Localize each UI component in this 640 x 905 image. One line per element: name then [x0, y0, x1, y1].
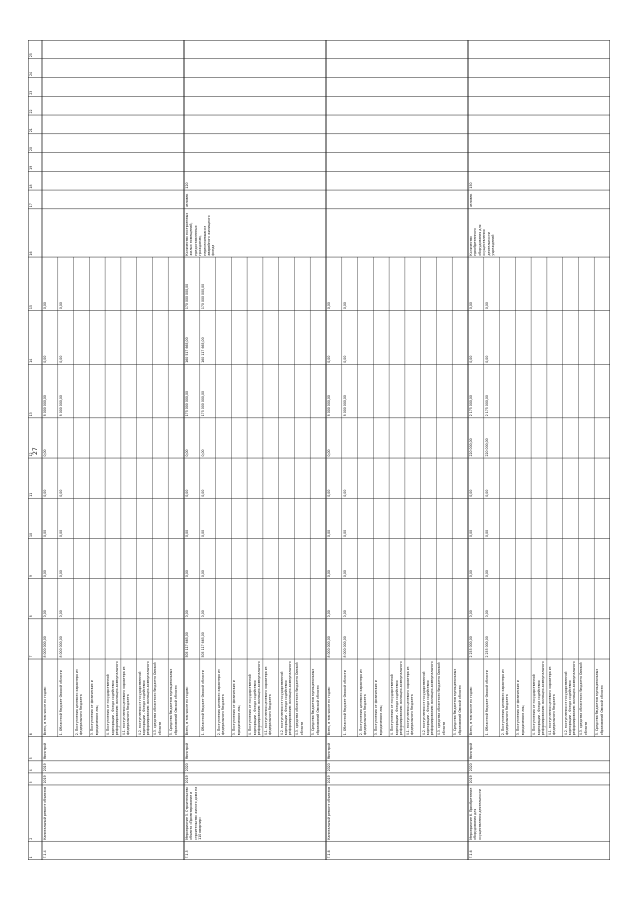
amount-value: 8 000 000,00 — [342, 636, 347, 658]
funding-source: 4.3. средства областного бюджета Омской области — [153, 661, 162, 736]
amount-value: 0,00 — [327, 355, 331, 363]
target-value — [185, 98, 199, 114]
amount-value: 8 000 000,00 — [342, 395, 347, 417]
funding-source: 5. Средства бюджетов муниципальных образований Омской области — [169, 667, 178, 736]
executor: Минстрой — [43, 742, 47, 760]
column-number: 18 — [29, 184, 33, 189]
year-start: 2019 — [469, 775, 473, 784]
executor: Минстрой — [469, 742, 473, 760]
column-number: 20 — [29, 147, 33, 152]
funding-source: 5. Средства бюджетов муниципальных образований Омской области — [311, 667, 320, 736]
funding-source: 4.1. поступления целевого характера из федерального бюджета — [121, 665, 131, 736]
funding-source: 4.3. средства областного бюджета Омской области — [579, 661, 588, 736]
target-value — [469, 98, 483, 114]
amount-value: 505 117 665,00 — [200, 632, 205, 658]
amount-value: 2 175 000,00 — [469, 395, 473, 417]
row-name: Мероприятие 5. Строительство объекта «Проектирование и строительство жилого дома на 110 квартир» — [185, 786, 203, 840]
target-indicator: Количество приобретенного оборудования для осуществления деятельности учреждений — [469, 223, 496, 256]
target-value — [469, 79, 483, 95]
amount-value: 0,00 — [469, 570, 473, 578]
amount-value: 0,00 — [469, 529, 473, 537]
row-code: 7.1.6 — [327, 850, 331, 859]
amount-value: 0,00 — [58, 302, 63, 310]
amount-value: 0,00 — [484, 610, 489, 618]
target-value — [185, 154, 199, 170]
year-start: 2019 — [43, 775, 47, 784]
amount-value: 0,00 — [43, 449, 47, 457]
target-value: 120 — [185, 182, 189, 189]
amount-value: 0,00 — [327, 302, 331, 310]
target-value — [469, 154, 483, 170]
amount-value: 175 000 000,00 — [200, 390, 205, 417]
amount-value: 2 175 000,00 — [484, 395, 489, 417]
funding-source: 4.1. поступления целевого характера из федерального бюджета — [405, 665, 415, 736]
target-value — [469, 60, 483, 76]
column-number: 14 — [29, 358, 33, 363]
funding-source: 2. Поступления целевого характера из федерального бюджета — [500, 668, 509, 736]
amount-value: 0,00 — [43, 610, 47, 618]
year-start: 2019 — [185, 775, 189, 784]
column-number: 5 — [29, 757, 33, 760]
funding-source: 4.2. поступления от государственной корпорации - Фонда содействия реформированию жилищно-коммунального — [563, 660, 577, 736]
funding-source: 3. Поступления от физических и юридических лиц — [374, 679, 383, 736]
amount-value: 505 117 665,00 — [185, 632, 189, 658]
funding-source: 4.2. поступления от государственной корпорации - Фонда содействия реформированию жилищно-коммунального — [421, 660, 435, 736]
amount-value: 0,00 — [58, 610, 63, 618]
funding-source: 4.1. поступления целевого характера из федерального бюджета — [547, 665, 557, 736]
amount-value: 0,00 — [342, 610, 347, 618]
funding-source: Всего, в том числе по годам: — [43, 686, 47, 736]
amount-value — [343, 419, 357, 456]
amount-value: 0,00 — [43, 529, 47, 537]
amount-value: 175 000 000,00 — [185, 390, 189, 417]
target-value — [469, 117, 483, 133]
executor: Минстрой — [327, 742, 331, 760]
funding-source: 2. Поступления целевого характера из федерального бюджета — [358, 668, 367, 736]
amount-value: 0,00 — [342, 302, 347, 310]
funding-source: 4.2. поступления от государственной корпорации - Фонда содействия реформированию жилищно-коммунального — [279, 660, 293, 736]
year-end: 2019 — [43, 763, 47, 772]
target-value — [185, 117, 199, 133]
funding-source: 4.1. поступления целевого характера из федерального бюджета — [263, 665, 273, 736]
column-number: 24 — [29, 71, 33, 77]
row-code: 7.1.6 — [469, 850, 473, 859]
column-number: 11 — [29, 492, 33, 497]
target-value — [185, 79, 199, 95]
funding-source: 1. Областной бюджет Омской области — [342, 670, 347, 736]
indicator-unit: человек — [469, 193, 473, 208]
target-value — [185, 60, 199, 76]
target-value — [185, 42, 199, 58]
funding-source: 4.2. поступления от государственной корпорации - Фонда содействия реформированию жилищно-коммунального — [137, 660, 151, 736]
amount-value: 0,00 — [342, 355, 347, 363]
amount-value: 8 000 000,00 — [58, 395, 63, 417]
target-value — [469, 42, 483, 58]
funding-source: Всего, в том числе по годам: — [327, 686, 331, 736]
column-number: 3 — [29, 781, 33, 784]
amount-value: 0,00 — [58, 489, 63, 497]
amount-value: 0,00 — [58, 570, 63, 578]
amount-value: 0,00 — [327, 489, 331, 497]
amount-value: 0,00 — [469, 489, 473, 497]
amount-value: 0,00 — [484, 529, 489, 537]
amount-value: 8 000 000,00 — [327, 636, 331, 658]
amount-value: 0,00 — [469, 355, 473, 363]
amount-value: 0,00 — [327, 610, 331, 618]
amount-value: 220 000,00 — [469, 438, 473, 457]
amount-value: 0,00 — [484, 489, 489, 497]
funding-source: 4. Поступления от государственной корпорации - Фонда содействия реформированию жилищно-коммунального — [248, 660, 261, 736]
amount-value: 0,00 — [200, 449, 205, 457]
funding-source: 1. Областной бюджет Омской области — [58, 670, 63, 736]
year-end: 2020 — [469, 763, 473, 772]
row-name: Мероприятие 6. Приобретение оборудования для осуществления деятельности — [469, 786, 482, 840]
amount-value: 0,00 — [185, 489, 189, 497]
amount-value: 160 117 665,00 — [200, 337, 205, 363]
column-number: 13 — [29, 412, 33, 417]
amount-value — [59, 419, 73, 456]
funding-source: 4.3. средства областного бюджета Омской области — [295, 661, 304, 736]
column-number: 7 — [29, 655, 33, 658]
funding-source: Всего, в том числе по годам: — [469, 686, 473, 736]
funding-source: 3. Поступления от физических и юридических лиц — [90, 679, 99, 736]
amount-value: 0,00 — [58, 529, 63, 537]
funding-source: 2. Поступления целевого характера из федерального бюджета — [216, 668, 225, 736]
amount-value: 8 000 000,00 — [58, 636, 63, 658]
amount-value: 0,00 — [484, 570, 489, 578]
year-end: 2020 — [185, 763, 189, 772]
target-indicator — [43, 210, 183, 255]
amount-value: 0,00 — [185, 449, 189, 457]
column-number: 8 — [29, 615, 33, 618]
page-number: 27 — [32, 447, 39, 455]
row-code: 7.1.5 — [185, 850, 189, 859]
amount-value: 0,00 — [484, 355, 489, 363]
year-end: 2020 — [327, 763, 331, 772]
target-indicator: Количество построенных жилых помещений, предоставленных гражданам, переселяемым из аварийного жилищного фонда — [185, 211, 216, 256]
indicator-unit — [327, 192, 467, 208]
column-number: 25 — [29, 53, 33, 58]
funding-source: 4. Поступления от государственной корпорации - Фонда содействия реформированию жилищно-коммунального — [532, 660, 545, 736]
amount-value: 8 000 000,00 — [327, 395, 331, 417]
funding-source: 2. Поступления целевого характера из федерального бюджета — [74, 668, 83, 736]
table-grid — [28, 40, 610, 860]
amount-value: 170 000 000,00 — [200, 283, 205, 310]
amount-value: 0,00 — [43, 302, 47, 310]
amount-value: 2 255 000,00 — [469, 636, 473, 658]
column-number: 2 — [29, 837, 33, 840]
amount-value: 0,00 — [484, 302, 489, 310]
funding-source: 5. Средства бюджетов муниципальных образований Омской области — [595, 667, 604, 736]
amount-value: 8 000 000,00 — [43, 395, 47, 417]
amount-value: 0,00 — [58, 355, 63, 363]
amount-value: 220 000,00 — [484, 438, 489, 457]
amount-value: 0,00 — [327, 570, 331, 578]
funding-source: Всего, в том числе по годам: — [185, 686, 189, 736]
amount-value: 2 255 000,00 — [484, 636, 489, 658]
column-number: 21 — [29, 128, 33, 133]
amount-value: 0,00 — [185, 529, 189, 537]
amount-value: 170 000 000,00 — [185, 283, 189, 310]
indicator-unit — [43, 192, 183, 208]
funding-source: 4. Поступления от государственной корпорации - Фонда содействия реформированию жилищно-коммунального — [390, 660, 403, 736]
column-number: 23 — [29, 90, 33, 95]
column-number: 17 — [29, 203, 33, 208]
amount-value: 0,00 — [185, 610, 189, 618]
indicator-unit: человек — [185, 193, 189, 208]
amount-value: 0,00 — [43, 489, 47, 497]
amount-value: 0,00 — [43, 355, 47, 363]
amount-value: 0,00 — [200, 610, 205, 618]
column-number: 1 — [29, 856, 33, 859]
funding-source: 1. Областной бюджет Омской области — [200, 670, 205, 736]
row-name: Капитальный ремонт объектов — [43, 786, 47, 840]
column-number: 6 — [29, 733, 33, 736]
amount-value: 0,00 — [342, 570, 347, 578]
amount-value: 0,00 — [200, 529, 205, 537]
target-value — [185, 135, 199, 151]
amount-value: 0,00 — [200, 489, 205, 497]
funding-source: 3. Поступления от физических и юридических лиц — [232, 679, 241, 736]
column-number: 9 — [29, 575, 33, 578]
amount-value: 0,00 — [327, 529, 331, 537]
row-code: 7.1.4 — [43, 850, 47, 859]
amount-value: 0,00 — [43, 570, 47, 578]
program-table — [28, 40, 610, 860]
funding-source: 4.3. средства областного бюджета Омской области — [437, 661, 446, 736]
amount-value: 0,00 — [469, 610, 473, 618]
amount-value: 0,00 — [185, 570, 189, 578]
column-number: 16 — [29, 251, 33, 256]
amount-value: 0,00 — [469, 302, 473, 310]
row-name: Капитальный ремонт объектов — [327, 786, 331, 840]
column-number: 10 — [29, 532, 33, 537]
amount-value: 8 000 000,00 — [43, 636, 47, 658]
funding-source: 3. Поступления от физических и юридических лиц — [516, 679, 525, 736]
funding-source: 5. Средства бюджетов муниципальных образований Омской области — [453, 667, 462, 736]
column-number: 12 — [29, 452, 33, 457]
target-value: 150 — [469, 182, 473, 189]
executor: Минстрой — [185, 742, 189, 760]
funding-source: 1. Областной бюджет Омской области — [484, 670, 489, 736]
amount-value: 0,00 — [200, 570, 205, 578]
year-start: 2019 — [327, 775, 331, 784]
amount-value: 160 517 665,00 — [185, 337, 189, 363]
column-number: 4 — [29, 769, 33, 772]
column-number: 15 — [29, 305, 33, 310]
funding-source: 4. Поступления от государственной корпорации - Фонда содействия реформированию жилищно-коммунального — [106, 660, 119, 736]
target-value — [469, 135, 483, 151]
amount-value: 0,00 — [342, 529, 347, 537]
column-number: 19 — [29, 165, 33, 170]
column-number: 22 — [29, 109, 33, 114]
amount-value: 0,00 — [327, 449, 331, 457]
target-indicator — [327, 210, 467, 255]
amount-value: 0,00 — [342, 489, 347, 497]
